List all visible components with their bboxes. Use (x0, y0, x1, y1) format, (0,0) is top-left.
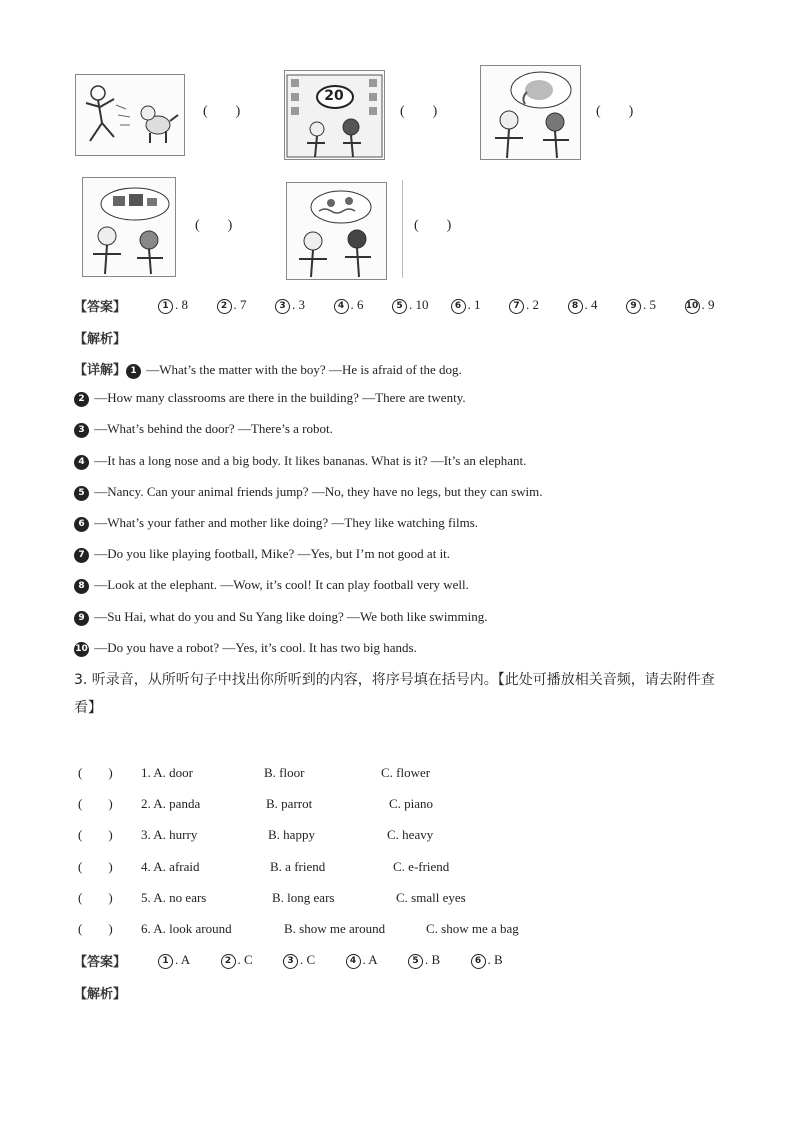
circled-number-icon: 2 (221, 954, 236, 969)
answer-item (217, 297, 247, 314)
answer-item (283, 952, 315, 969)
option-c: C. heavy (387, 827, 434, 843)
answer-value: . 7 (233, 297, 247, 312)
analysis-text: —What’s behind the door? —There’s a robot. (91, 421, 333, 437)
answer-item (275, 297, 305, 314)
building-number-20-icon (285, 71, 384, 159)
answer-paren[interactable]: ( ) (78, 889, 113, 905)
answer-item (392, 297, 429, 314)
answer-value: . 1 (467, 297, 481, 312)
answer-item (334, 297, 364, 314)
option-b: B. a friend (270, 858, 326, 874)
option-a: 2. A. panda (141, 796, 201, 812)
children-thinking-swimming-icon (287, 183, 386, 279)
picture-boy-and-dog (75, 74, 185, 156)
answer-label: 【答案】 (74, 955, 127, 970)
option-a: 3. A. hurry (141, 827, 198, 843)
answer-value: . 10 (409, 297, 429, 312)
answer-row-3 (74, 951, 126, 970)
circled-number-icon: 2 (74, 392, 89, 407)
circled-number-icon: 6 (471, 954, 486, 969)
circled-number-icon: 9 (626, 299, 641, 314)
picture-film-thought (82, 177, 176, 277)
circled-number-icon: 10 (685, 299, 700, 314)
circled-number-icon: 3 (275, 299, 290, 314)
circled-number-icon: 6 (74, 517, 89, 532)
circled-number-icon: 1 (158, 954, 173, 969)
answer-value: . 8 (175, 297, 188, 312)
circled-number-icon: 4 (346, 954, 361, 969)
analysis-text: —Su Hai, what do you and Su Yang like doing? —We both like swimming. (91, 608, 488, 624)
picture-elephant-thought (480, 65, 581, 160)
circled-number-icon: 3 (74, 423, 89, 438)
circled-number-icon: 5 (392, 299, 407, 314)
children-thinking-elephant-icon (481, 66, 580, 159)
option-b: B. long ears (272, 889, 335, 905)
answer-item (221, 952, 253, 969)
picture-swimming-thought (286, 182, 387, 280)
answer-paren[interactable]: ( ) (78, 921, 113, 936)
answer-value: . 4 (584, 297, 598, 312)
answer-value: . 6 (350, 297, 364, 312)
analysis-line (74, 421, 333, 438)
analysis-line (74, 546, 450, 563)
circled-number-icon: 3 (283, 954, 298, 969)
analysis-label-3: 【解析】 (74, 987, 127, 1002)
answer-value: . C (237, 952, 253, 967)
circled-number-icon: 4 (74, 455, 89, 470)
analysis-text: —Look at the elephant. —Wow, it’s cool! It can play football very well. (91, 577, 469, 593)
answer-paren[interactable]: ( ) (414, 218, 452, 233)
answer-item (509, 297, 539, 314)
answer-paren[interactable]: ( ) (195, 218, 233, 233)
answer-value: . B (487, 952, 503, 967)
answer-item (685, 297, 715, 314)
answer-paren[interactable]: ( ) (78, 827, 113, 843)
circled-number-icon: 2 (217, 299, 232, 314)
boy-running-from-dog-icon (76, 75, 184, 155)
circled-number-icon: 1 (158, 299, 173, 314)
answer-row-1 (74, 296, 126, 315)
analysis-line (74, 577, 469, 594)
analysis-line (74, 515, 478, 532)
question-3-title: 3. 听录音，从所听句子中找出你所听到的内容，将序号填在括号内。【此处可播放相关音频，请去附件查看】 (74, 672, 715, 716)
answer-value: . 9 (701, 297, 715, 312)
option-c: C. flower (381, 765, 431, 780)
analysis-text: —How many classrooms are there in the building? —There are twenty. (91, 390, 466, 406)
answer-item (346, 952, 378, 969)
answer-value: . 5 (643, 297, 656, 312)
option-b: B. show me around (284, 921, 386, 936)
circled-number-icon: 8 (74, 579, 89, 594)
circled-number-icon: 1 (126, 364, 141, 379)
option-c: C. e-friend (393, 858, 450, 874)
option-b: B. parrot (266, 796, 313, 812)
answer-paren[interactable]: ( ) (78, 765, 113, 780)
analysis-text: —Nancy. Can your animal friends jump? —No, they have no legs, but they can swim. (91, 483, 543, 499)
answer-value: . B (425, 952, 441, 967)
option-c: C. piano (389, 796, 434, 812)
answer-item (408, 952, 440, 969)
circled-number-icon: 8 (568, 299, 583, 314)
answer-paren[interactable]: ( ) (78, 796, 113, 812)
analysis-text: —Do you have a robot? —Yes, it’s cool. It has two big hands. (91, 639, 417, 655)
circled-number-icon: 5 (74, 486, 89, 501)
divider (402, 180, 403, 278)
analysis-text: —Do you like playing football, Mike? —Yes, but I’m not good at it. (91, 546, 451, 562)
answer-value: . C (300, 952, 316, 967)
option-a: 1. A. door (141, 765, 193, 780)
building-badge: 20 (324, 88, 344, 104)
option-c: C. show me a bag (426, 921, 519, 936)
analysis-text: —It has a long nose and a big body. It likes bananas. What is it? —It’s an elephant. (91, 452, 527, 468)
circled-number-icon: 10 (74, 642, 89, 657)
option-a: 4. A. afraid (141, 858, 200, 874)
answer-value: . 2 (526, 297, 539, 312)
answer-value: . 3 (292, 297, 305, 312)
answer-paren[interactable]: ( ) (596, 104, 634, 119)
answer-item (626, 297, 656, 314)
answer-paren[interactable]: ( ) (78, 858, 113, 874)
answer-item (471, 952, 503, 969)
answer-item (158, 952, 190, 969)
analysis-line (74, 359, 462, 379)
analysis-line (74, 453, 526, 470)
option-b: B. happy (268, 827, 315, 843)
answer-item (451, 297, 481, 314)
children-thinking-film-icon (83, 178, 175, 276)
circled-number-icon: 6 (451, 299, 466, 314)
option-a: 6. A. look around (141, 921, 232, 936)
circled-number-icon: 7 (509, 299, 524, 314)
option-b: B. floor (264, 765, 305, 780)
analysis-line (74, 484, 543, 501)
analysis-text: —What’s the matter with the boy? —He is afraid of the dog. (143, 362, 462, 377)
picture-building (284, 70, 385, 160)
circled-number-icon: 5 (408, 954, 423, 969)
circled-number-icon: 7 (74, 548, 89, 563)
answer-paren[interactable]: ( ) (203, 104, 241, 119)
answer-value: . A (362, 952, 378, 967)
option-c: C. small eyes (396, 889, 466, 905)
answer-value: . A (175, 952, 191, 967)
circled-number-icon: 9 (74, 611, 89, 626)
answer-label: 【答案】 (74, 300, 127, 315)
analysis-line (74, 640, 417, 657)
answer-item (568, 297, 598, 314)
answer-paren[interactable]: ( ) (400, 104, 438, 119)
analysis-line (74, 390, 466, 407)
analysis-line (74, 609, 488, 626)
answer-item (158, 297, 188, 314)
circled-number-icon: 4 (334, 299, 349, 314)
analysis-label-1: 【解析】 (74, 332, 127, 347)
analysis-text: —What’s your father and mother like doing? —They like watching films. (91, 515, 479, 530)
option-a: 5. A. no ears (141, 889, 207, 905)
detail-label: 【详解】 (74, 363, 127, 378)
